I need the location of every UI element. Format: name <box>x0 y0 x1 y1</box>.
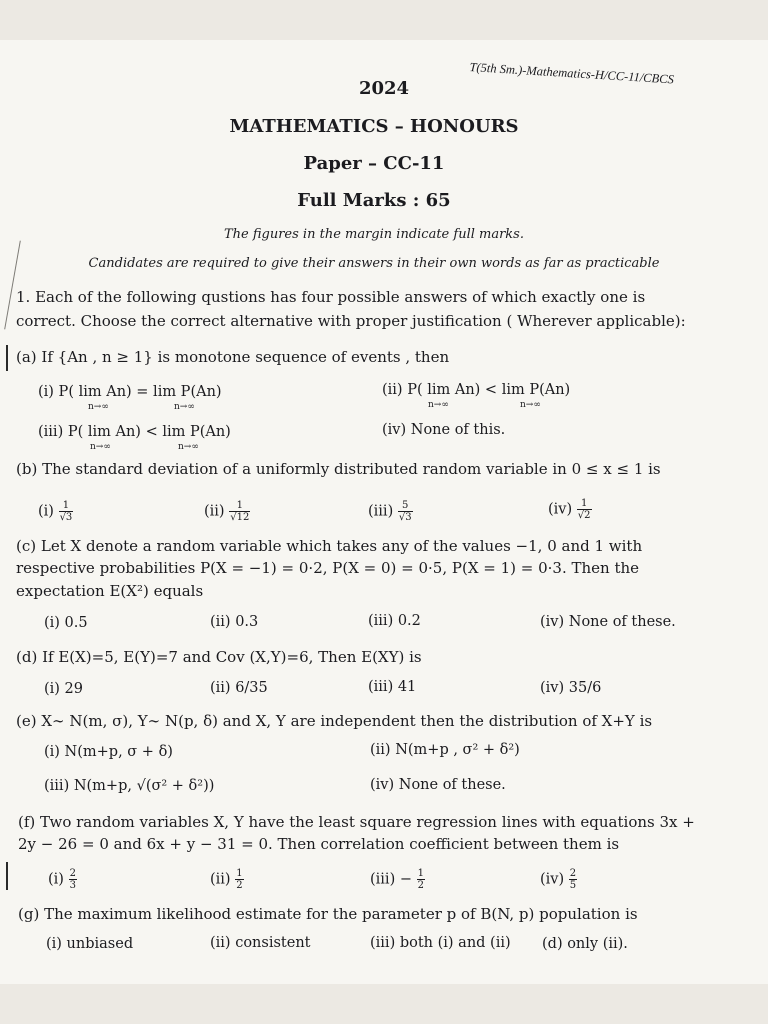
question-a-option-1: (i) P( lim An) = lim P(An) <box>38 384 222 400</box>
option-number: (iii) <box>368 503 394 520</box>
question-f-option-4 <box>540 868 577 891</box>
numerator: 1 <box>236 868 243 879</box>
question-f-option-3 <box>370 868 425 891</box>
question-e-option-4: (iv) None of these. <box>370 777 506 793</box>
question-d-stem: (d) If E(X)=5, E(Y)=7 and Cov (X,Y)=6, Then E(XY) is <box>16 648 422 666</box>
question-c-line-1: (c) Let X denote a random variable which takes any of the values −1, 0 and 1 with <box>16 537 643 555</box>
fraction <box>69 868 77 891</box>
limit-subscript: n→∞ <box>174 402 195 412</box>
instructions-note: Candidates are required to give their answers in their own words as far as practicable <box>88 256 660 271</box>
option-number: (iii) − <box>370 871 412 888</box>
margin-mark <box>6 862 8 890</box>
limit-subscript: n→∞ <box>428 400 449 410</box>
paper-code: T(5th Sm.)-Mathematics-H/CC-11/CBCS <box>469 60 675 87</box>
fraction <box>235 868 243 891</box>
question-d-option-2: (ii) 6/35 <box>210 680 268 696</box>
option-number: (iv) <box>548 501 573 518</box>
question-e-stem: (e) X∼ N(m, σ), Y∼ N(p, δ) and X, Y are independent then the distribution of X+Y is <box>16 712 653 730</box>
exam-year: 2024 <box>358 78 410 99</box>
margin-mark <box>6 345 8 371</box>
question-c-option-2: (ii) 0.3 <box>210 614 259 630</box>
question-f-option-2 <box>210 868 244 891</box>
fraction <box>577 498 592 521</box>
option-number: (ii) <box>204 503 225 520</box>
numerator: 2 <box>69 868 76 879</box>
question-g-stem: (g) The maximum likelihood estimate for the parameter p of B(N, p) population is <box>18 905 638 923</box>
option-number: (ii) <box>210 871 231 888</box>
question-b-option-1 <box>38 500 73 523</box>
paper-title: Paper – CC-11 <box>303 153 445 174</box>
full-marks: Full Marks : 65 <box>297 190 451 211</box>
question-d-option-4: (iv) 35/6 <box>540 680 602 696</box>
denominator: √12 <box>230 512 250 523</box>
question-c-line-2: respective probabilities P(X = −1) = 0·2, P(X = 0) = 0·5, P(X = 1) = 0·3. Then the <box>16 559 640 577</box>
numerator: 1 <box>59 500 74 512</box>
margin-note: The figures in the margin indicate full marks. <box>223 227 524 242</box>
limit-subscript: n→∞ <box>520 400 541 410</box>
question-b-option-2 <box>204 500 250 523</box>
denominator: 2 <box>236 880 243 891</box>
limit-subscript: n→∞ <box>90 442 111 452</box>
question-a-option-4: (iv) None of this. <box>382 422 506 438</box>
denominator: 2 <box>417 880 424 891</box>
question-g-option-4: (d) only (ii). <box>542 936 628 952</box>
denominator: √3 <box>59 512 73 523</box>
numerator: 1 <box>417 868 424 879</box>
numerator: 2 <box>569 868 577 879</box>
question-c-line-3: expectation E(X²) equals <box>16 582 204 600</box>
denominator: 3 <box>69 880 76 891</box>
question-c-option-4: (iv) None of these. <box>540 614 676 630</box>
limit-subscript: n→∞ <box>178 442 199 452</box>
question-g-option-3: (iii) both (i) and (ii) <box>370 935 511 951</box>
question-1-line-2: correct. Choose the correct alternative with proper justification ( Wherever applicable): <box>16 312 686 330</box>
question-g-option-1: (i) unbiased <box>46 936 134 952</box>
limit-subscript: n→∞ <box>88 402 109 412</box>
question-e-option-1: (i) N(m+p, σ + δ) <box>44 744 173 760</box>
fraction <box>569 868 577 891</box>
question-e-option-2: (ii) N(m+p , σ² + δ²) <box>370 742 520 758</box>
question-1-line-1: 1. Each of the following qustions has four possible answers of which exactly one is <box>16 288 646 306</box>
question-f-line-1: (f) Two random variables X, Y have the least square regression lines with equations 3x + <box>18 813 695 831</box>
numerator: 5 <box>398 500 413 512</box>
question-a-stem: (a) If {An , n ≥ 1} is monotone sequence of events , then <box>16 348 450 366</box>
fraction <box>398 500 413 523</box>
question-g-option-2: (ii) consistent <box>210 935 311 951</box>
denominator: √2 <box>577 510 591 521</box>
denominator: √3 <box>398 512 412 523</box>
question-a-option-3: (iii) P( lim An) < lim P(An) <box>38 424 231 440</box>
fraction <box>417 868 425 891</box>
question-d-option-1: (i) 29 <box>44 681 84 697</box>
question-c-option-3: (iii) 0.2 <box>368 613 421 629</box>
denominator: 5 <box>569 880 577 891</box>
option-number: (i) <box>48 871 64 888</box>
option-number: (iv) <box>540 871 565 888</box>
numerator: 1 <box>577 498 592 510</box>
question-b-stem: (b) The standard deviation of a uniformly distributed random variable in 0 ≤ x ≤ 1 is <box>16 460 661 478</box>
option-number: (i) <box>38 503 54 520</box>
fraction <box>59 500 74 523</box>
question-b-option-3 <box>368 500 413 523</box>
question-d-option-3: (iii) 41 <box>368 679 417 695</box>
question-a-option-2: (ii) P( lim An) < lim P(An) <box>382 382 571 398</box>
subject-title: MATHEMATICS – HONOURS <box>229 116 519 137</box>
question-c-option-1: (i) 0.5 <box>44 615 88 631</box>
fraction <box>229 500 250 523</box>
question-f-option-1 <box>48 868 77 891</box>
question-e-option-3: (iii) N(m+p, √(σ² + δ²)) <box>44 778 215 794</box>
question-f-line-2: 2y − 26 = 0 and 6x + y − 31 = 0. Then correlation coefficient between them is <box>18 835 620 853</box>
numerator: 1 <box>229 500 250 512</box>
question-b-option-4 <box>548 498 592 521</box>
